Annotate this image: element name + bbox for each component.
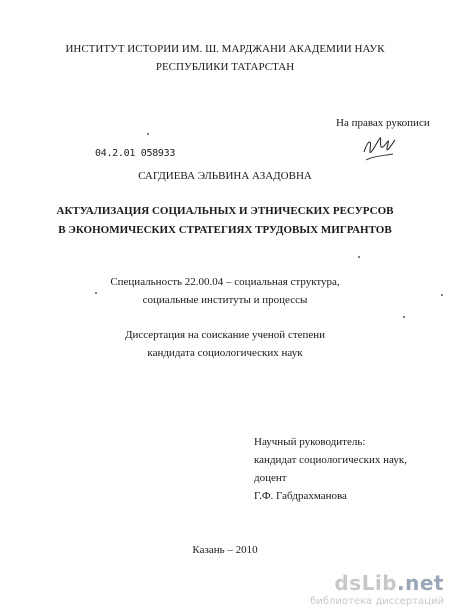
degree-line-1: Диссертация на соискание ученой степени <box>124 329 326 341</box>
watermark-logo-dot: .net <box>397 571 444 595</box>
title-line-2: В ЭКОНОМИЧЕСКИХ СТРАТЕГИЯХ ТРУДОВЫХ МИГРАНТОВ <box>58 224 392 236</box>
author-name: САГДИЕВА ЭЛЬВИНА АЗАДОВНА <box>138 170 312 182</box>
degree-line-2: кандидата социологических наук <box>147 347 303 359</box>
place-year: Казань – 2010 <box>192 544 258 556</box>
watermark-subtitle: библиотека диссертаций <box>310 596 444 607</box>
watermark-logo <box>334 571 444 595</box>
scan-speck <box>95 292 97 294</box>
supervisor-name: Г.Ф. Габдрахманова <box>254 490 347 502</box>
supervisor-heading: Научный руководитель: <box>254 436 366 448</box>
specialty-line-1: Специальность 22.00.04 – социальная структура, <box>110 276 340 288</box>
institute-line-2: РЕСПУБЛИКИ ТАТАРСТАН <box>155 61 295 73</box>
supervisor-rank: доцент <box>254 472 287 484</box>
supervisor-degree: кандидат социологических наук, <box>254 454 407 466</box>
scan-speck <box>147 133 149 135</box>
rights-note: На правах рукописи <box>336 117 430 129</box>
scan-speck <box>403 316 405 318</box>
watermark <box>310 571 444 609</box>
scan-speck <box>358 256 360 258</box>
specialty-line-2: социальные институты и процессы <box>142 294 308 306</box>
institute-line-1: ИНСТИТУТ ИСТОРИИ ИМ. Ш. МАРДЖАНИ АКАДЕМИИ НАУК <box>65 43 385 55</box>
handwritten-signature <box>360 130 398 166</box>
title-line-1: АКТУАЛИЗАЦИЯ СОЦИАЛЬНЫХ И ЭТНИЧЕСКИХ РЕСУРСОВ <box>56 205 394 217</box>
scan-speck <box>441 294 443 296</box>
stamp-number: 04.2.01 058933 <box>95 148 176 159</box>
watermark-logo-main: dsLib <box>334 571 398 595</box>
